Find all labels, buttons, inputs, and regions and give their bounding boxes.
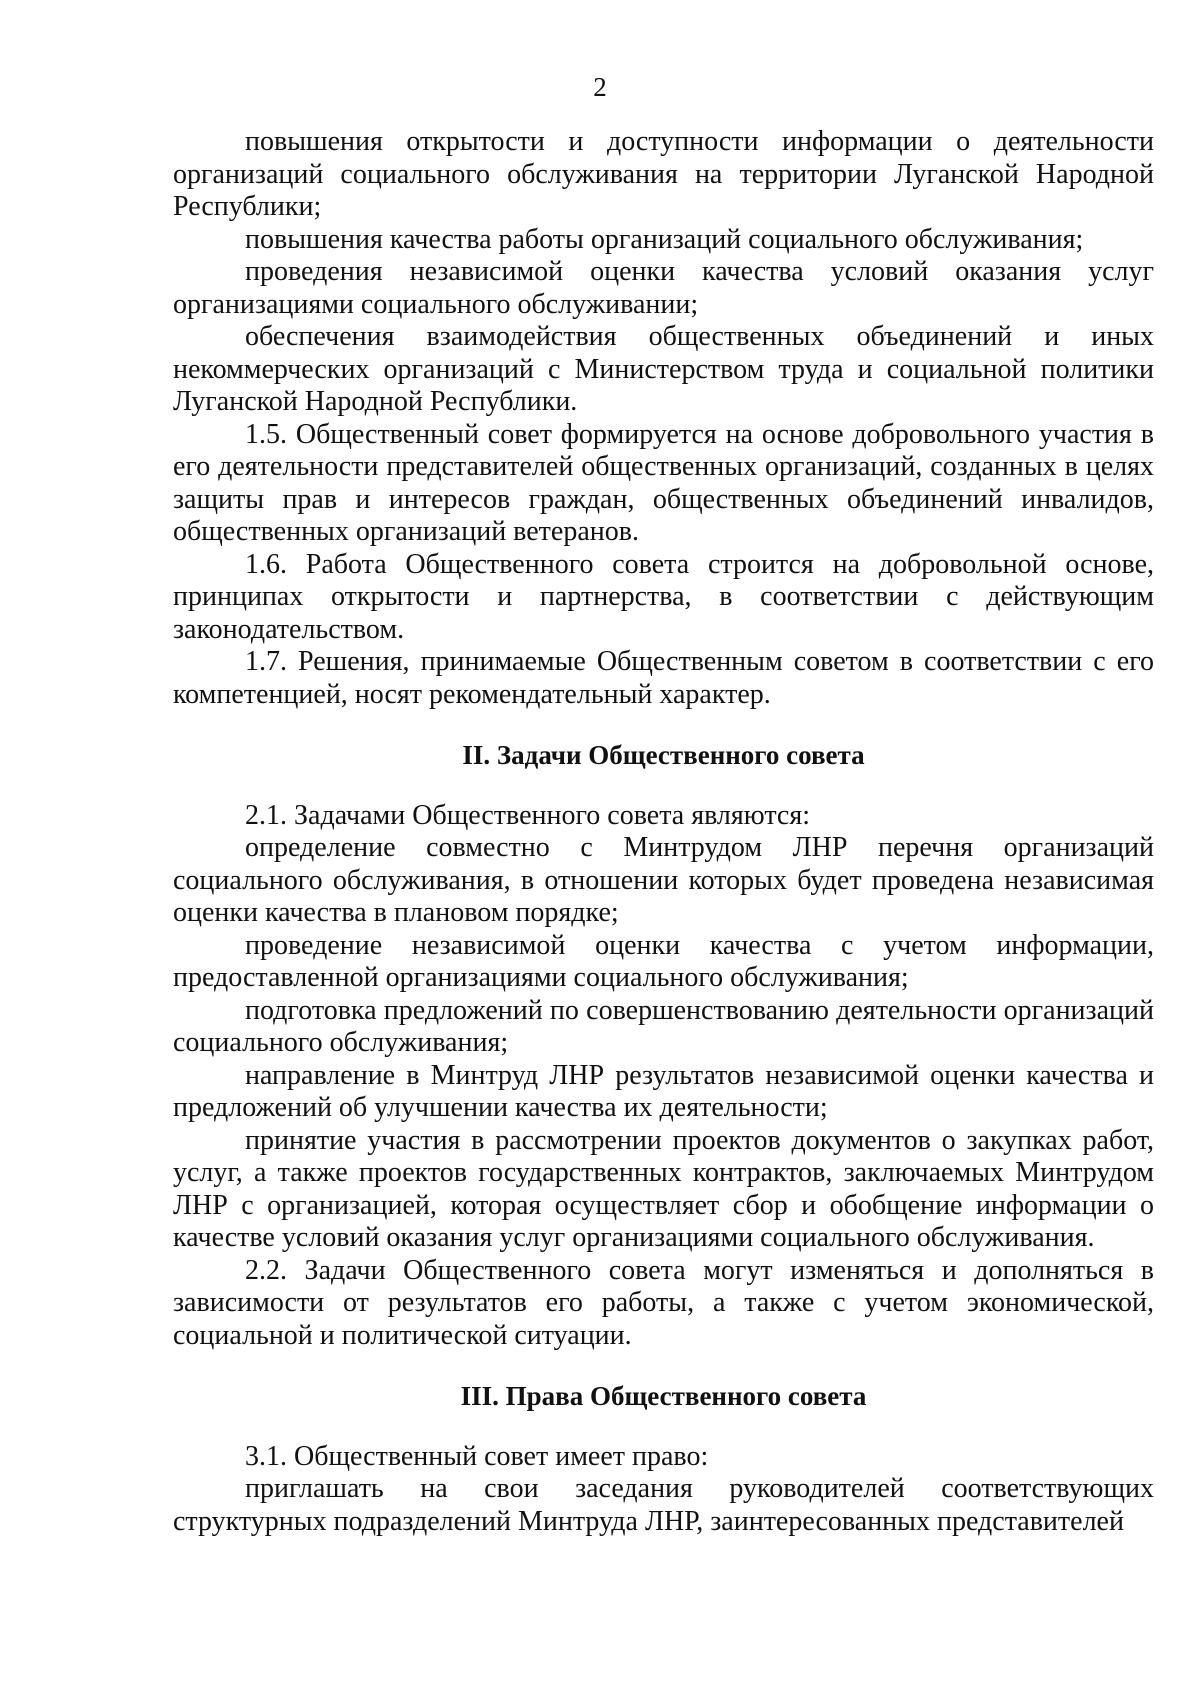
paragraph-2-2: 2.2. Задачи Общественного совета могут изменяться и дополняться в зависимости от результатов его работы, а также с учетом экономической, социальной и политической ситуации. xyxy=(173,1254,1154,1351)
paragraph: приглашать на свои заседания руководителей соответствующих структурных подразделений Минтруда ЛНР, заинтересованных представителей xyxy=(173,1473,1154,1537)
paragraph: проведение независимой оценки качества с учетом информации, предоставленной организациями социального обслуживания; xyxy=(173,929,1154,993)
paragraph: обеспечения взаимодействия общественных объединений и иных некоммерческих организаций с Министерством труда и социальной политики Луганской Народной Республики. xyxy=(173,321,1154,417)
paragraph-1-7: 1.7. Решения, принимаемые Общественным советом в соответствии с его компетенцией, носят рекомендательный характер. xyxy=(173,646,1154,710)
paragraph-1-5: 1.5. Общественный совет формируется на основе добровольного участия в его деятельности представителей общественных организаций, созданных в целях защиты прав и интересов граждан, общественных объединений инвалидов, общественных организаций ветеранов. xyxy=(173,418,1154,547)
page-number: 2 xyxy=(593,72,607,102)
paragraph: повышения качества работы организаций социального обслуживания; xyxy=(245,223,1084,255)
paragraph: направление в Минтруд ЛНР результатов независимой оценки качества и предложений об улучшении качества их деятельности; xyxy=(173,1059,1154,1123)
paragraph-3-1: 3.1. Общественный совет имеет право: xyxy=(245,1440,709,1472)
paragraph: принятие участия в рассмотрении проектов документов о закупках работ, услуг, а также проектов государственных контрактов, заключаемых Минтрудом ЛНР с организацией, которая осуществляет сбор и обобщение информации о качестве условий оказания услуг организациями социального обслуживания. xyxy=(173,1124,1154,1253)
section-heading-rights: III. Права Общественного совета xyxy=(460,1381,867,1411)
paragraph: определение совместно с Минтрудом ЛНР перечня организаций социального обслуживания, в отношении которых будет проведена независимая оценки качества в плановом порядке; xyxy=(173,832,1154,928)
paragraph: проведения независимой оценки качества условий оказания услуг организациями социального обслуживании; xyxy=(173,256,1154,320)
section-heading-tasks: II. Задачи Общественного совета xyxy=(462,740,865,770)
document-body xyxy=(173,126,1154,1538)
paragraph: повышения открытости и доступности информации о деятельности организаций социального обслуживания на территории Луганской Народной Республики; xyxy=(173,126,1154,222)
paragraph-1-6: 1.6. Работа Общественного совета строится на добровольной основе, принципах открытости и партнерства, в соответствии с действующим законодательством. xyxy=(173,548,1154,645)
paragraph-2-1: 2.1. Задачами Общественного совета являются: xyxy=(245,799,810,831)
paragraph: подготовка предложений по совершенствованию деятельности организаций социального обслуживания; xyxy=(173,994,1154,1058)
